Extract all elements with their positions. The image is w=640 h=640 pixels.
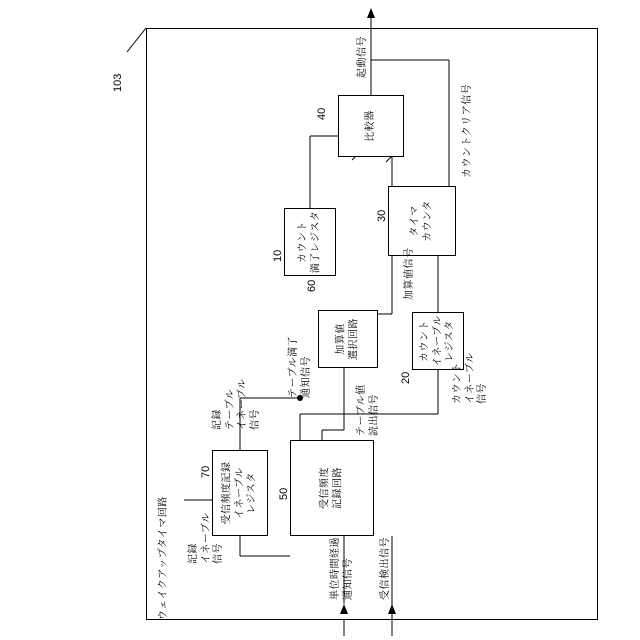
block-count-end-register[interactable] [284,208,336,276]
block-timer-counter[interactable] [388,186,456,256]
label-table-value-read-signal: テーブル値 読出信号 [356,384,380,436]
block-add-select-circuit-label: 加算値 選択回路 [335,318,359,360]
label-start-signal: 起動信号 [357,36,368,78]
block-count-end-register-label: カウント 満了レジスタ [297,210,321,274]
block-timer-counter-label: タイマ カウンタ [409,200,433,242]
block-recv-freq-record-circuit-label: 受信頻度 記録回路 [319,467,343,509]
ref-10: 10 [272,249,284,262]
block-comparator[interactable] [338,95,404,157]
label-add-value-signal: 加算値信号 [404,247,415,300]
label-count-enable-signal: カウント イネーブル 信号 [452,352,488,404]
block-recv-freq-enable-register-label: 受信頻度記録 イネーブル レジスタ [221,461,258,525]
ref-40: 40 [316,107,328,120]
label-recv-detect-signal: 受信検出信号 [380,537,391,600]
ref-50: 50 [278,487,290,500]
block-comparator-label: 比較器 [364,110,376,142]
ref-20: 20 [400,371,412,384]
ref-30: 30 [376,209,388,222]
label-record-table-enable-signal: 記録 テーブル イネーブル 信号 [212,378,261,430]
label-count-clear-signal: カウントクリア信号 [462,83,473,178]
ref-70: 70 [200,465,212,478]
ref-60: 60 [306,279,318,292]
block-add-select-circuit[interactable] [318,310,378,368]
label-record-enable-signal: 記録 イネーブル 信号 [188,512,224,564]
block-recv-freq-record-circuit[interactable] [290,440,374,536]
block-count-enable-register-label: カウント イネーブル レジスタ [419,315,456,367]
label-unit-time-elapsed-notify-signal: 単位時間経過 通知信号 [330,537,354,600]
label-table-end-notify-signal: テーブル満了 通知信号 [288,335,312,398]
label-outer-enclosure: ウェイクアップタイマ回路 [158,496,169,620]
label-outer-ref: 103 [112,73,124,92]
